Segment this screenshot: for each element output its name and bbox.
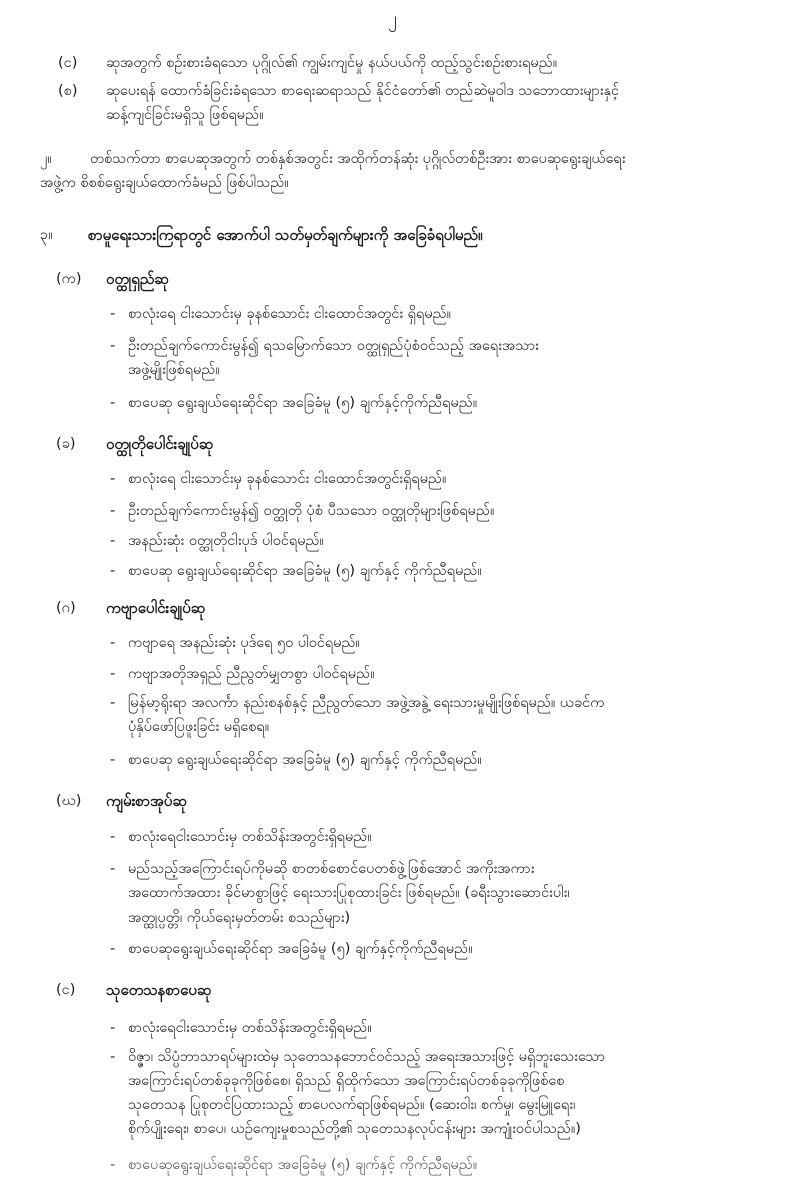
top-item-line: ဆန့်ကျင်ခြင်းမရှိသူ ဖြစ်ရမည်။ [106,107,264,123]
bullet-text: သုတေသန ပြုစုတင်ပြထားသည့် စာပေလက်ရာဖြစ်ရမည်။ (ဆေးဝါး၊ စက်မှု၊ မွေးမြူရေး၊ [128,1097,576,1113]
bullet-dash: - [110,695,116,711]
bullet-dash: - [110,503,116,519]
top-item-marker: (စ) [58,83,78,99]
bullet-text: ကဗျာရေ အနည်းဆုံး ပုဒ်ရေ ၅၀ ပါဝင်ရမည်။ [128,635,360,651]
para2-line-1: တစ်သက်တာ စာပေဆုအတွက် တစ်နှစ်အတွင်း အထိုက်တန်ဆုံး ပုဂ္ဂိုလ်တစ်ဦးအား စာပေဆုရွေးချယ်ရေး [90,151,626,167]
bullet-dash: - [110,941,116,957]
bullet-text: စာပေဆု ရွေးချယ်ရေးဆိုင်ရာ အခြေခံမူ (၅) ချက်နှင့်ကိုက်ညီရမည်။ [128,395,478,411]
bullet-dash: - [110,666,116,682]
section-title: ကဗျာပေါင်းချုပ်ဆု [106,599,206,617]
bullet-dash: - [110,861,116,877]
bullet-text: စာလုံးရေ ငါးသောင်းမှ ခုနစ်သောင်း ငါးထောင်အတွင်းရှိရမည်။ [128,471,447,487]
bullet-text: အတ္ထုပ္ပတ္တိ၊ ကိုယ်ရေးမှတ်တမ်း စသည်များ) [128,910,351,926]
bullet-dash: - [110,306,116,322]
bullet-dash: - [110,1020,116,1036]
bullet-dash: - [110,338,116,354]
bullet-text: စာပေဆု ရွေးချယ်ရေးဆိုင်ရာ အခြေခံမူ (၅) ချက်နှင့် ကိုက်ညီရမည်။ [128,563,482,579]
bullet-text: ပုံနှိပ်ဖော်ပြဖူးခြင်း မရှိစေရ။ [128,719,270,735]
section-marker: (င) [56,982,76,998]
bullet-text: ဝိဇ္ဇာ၊ သိပ္ပံဘာသာရပ်များထဲမှ သုတေသနဘောင်ဝင်သည့် အရေးအသားဖြင့် မရှိဘူးသေးသော [128,1049,606,1065]
bullet-text: စိုက်ပျိုးရေး၊ စာပေ၊ ယဉ်ကျေးမှုစသည်တို့၏ သုတေသနလုပ်ငန်းများ အကျုံးဝင်ပါသည်။) [128,1121,581,1137]
top-item-line: ဆုပေးရန် ထောက်ခံခြင်းခံရသော စာရေးဆရာသည် နိုင်ငံတော်၏ တည်ဆဲမူဝါဒ သဘောထားများနှင့် [106,83,620,99]
bullet-text: အဖွဲ့မျိုးဖြစ်ရမည်။ [128,362,220,378]
page-number: ၂ [388,8,397,29]
bullet-text: ဦးတည်ချက်ကောင်းမွန်၍ ဝတ္ထုတို ပုံစံ ပီသသော ဝတ္ထုတိုများဖြစ်ရမည်။ [128,503,495,519]
bullet-text: စာပေဆု ရွေးချယ်ရေးဆိုင်ရာ အခြေခံမူ (၅) ချက်နှင့် ကိုက်ညီရမည်။ [128,752,482,768]
top-item-line: ဆုအတွက် စဉ်းစားခံရသော ပုဂ္ဂိုလ်၏ ကျွမ်းကျင်မှု နယ်ပယ်ကို ထည့်သွင်းစဉ်းစားရမည်။ [106,55,558,71]
bullet-dash: - [110,829,116,845]
bullet-text: စာလုံးရေငါးသောင်းမှ တစ်သိန်းအတွင်းရှိရမည်။ [128,829,372,845]
para3-number: ၃။ [40,227,53,243]
bullet-text: ကဗျာအတိုအရှည် ညီညွတ်မျှတစွာ ပါဝင်ရမည်။ [128,666,375,682]
section-title: ဝတ္ထုတိုပေါင်းချုပ်ဆု [106,435,214,453]
para2-number: ၂။ [40,151,52,167]
section-marker: (ဃ) [56,793,82,809]
top-item-marker: (င) [58,55,78,71]
para3-heading: စာမူရေးသားကြရာတွင် အောက်ပါ သတ်မှတ်ချက်များကို အခြေခံရပါမည်။ [88,226,483,244]
bullet-text: စာလုံးရေ ငါးသောင်းမှ ခုနစ်သောင်း ငါးထောင်အတွင်း ရှိရမည်။ [128,306,452,322]
section-marker: (ဂ) [56,600,76,616]
bullet-text: စာပေဆုရွေးချယ်ရေးဆိုင်ရာ အခြေခံမူ (၅) ချက်နှင့်ကိုက်ညီရမည်။ [128,941,473,957]
section-title: သုတေသနစာပေဆု [106,981,212,999]
bullet-text: အထောက်အထား ခိုင်မာစွာဖြင့် ရေးသားပြုစုထားခြင်း ဖြစ်ရမည်။ (ခရီးသွားဆောင်းပါး၊ [128,885,570,901]
bullet-text: မည်သည့်အကြောင်းရပ်ကိုမဆို စာတစ်စောင်ပေတစ်ဖွဲ့ဖြစ်အောင် အကိုးအကား [128,861,535,877]
bullet-dash: - [110,1049,116,1065]
bullet-dash: - [110,471,116,487]
bullet-text: အနည်းဆုံး ဝတ္ထုတိုငါးပုဒ် ပါဝင်ရမည်။ [128,533,324,549]
bullet-text: ဦးတည်ချက်ကောင်းမွန်၍ ရသမြောက်သော ဝတ္ထုရှည်ပုံစံဝင်သည့် အရေးအသား [128,338,539,354]
para2-line-2: အဖွဲ့က စိစစ်ရွေးချယ်ထောက်ခံမည် ဖြစ်ပါသည်။ [40,175,289,191]
bullet-dash: - [110,635,116,651]
section-title: ကျမ်းစာအုပ်ဆု [106,792,187,810]
bullet-dash: - [110,395,116,411]
section-marker: (က) [56,271,82,287]
section-marker: (ခ) [56,436,76,452]
section-title: ဝတ္ထုရှည်ဆု [106,270,169,288]
bullet-text: စာလုံးရေငါးသောင်းမှ တစ်သိန်းအတွင်းရှိရမည်။ [128,1020,372,1036]
bullet-dash: - [110,752,116,768]
bullet-text: မြန်မာ့ရိုးရာ အလင်္ကာ နည်းစနစ်နှင့် ညီညွတ်သော အဖွဲ့အနွဲ့ ရေးသားမှုမျိုးဖြစ်ရမည်။ ယခင်က [128,695,605,711]
bullet-dash: - [110,563,116,579]
bullet-dash: - [110,1157,116,1173]
bullet-text: အကြောင်းရပ်တစ်ခုခုကိုဖြစ်စေ၊ ရှိသည် ရှိထိုက်သော အကြောင်းရပ်တစ်ခုခုကိုဖြစ်စေ [128,1073,565,1089]
bullet-dash: - [110,533,116,549]
bullet-text: စာပေဆုရွေးချယ်ရေးဆိုင်ရာ အခြေခံမူ (၅) ချက်နှင့် ကိုက်ညီရမည်။ [128,1157,478,1173]
